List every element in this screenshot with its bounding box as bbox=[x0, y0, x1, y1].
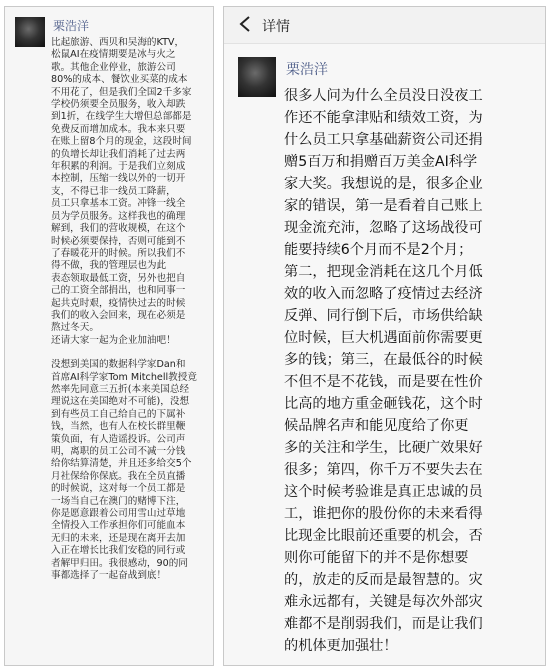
post-paragraph-2: 没想到美国的数据科学家Dan和 首席AI科学家Tom Mitchell教授竟 然率先同意三五折(本来美国总经 理说这在美国绝对不可能)，没想 到有些员工自己给自己的下属补 钱，当然，也有人在校长群里鞭 策负面，有人造谣投诉。公司声 明，离职的员工公司不减一分钱 给你结算清楚，并且还多给交5个 月社保给你保底。我在全员直播 的时候说，这对每一个员工都是 一场当自己在澳门的赌博下注， 你是愿意跟着公司用雪山过草地 全情投入工作承担你们可能血本 无归的未来，还是现在离开去加 入正在增长比我们安稳的同行或 者解甲归田。我很感动，90的同 事都选择了一起奋战到底！ bbox=[51, 359, 197, 582]
author-name[interactable]: 栗浩洋 bbox=[286, 62, 328, 78]
chevron-left-icon[interactable] bbox=[238, 15, 252, 33]
author-avatar[interactable] bbox=[238, 57, 276, 97]
top-bar bbox=[224, 7, 545, 44]
post-paragraph-1: 比起旅游、西贝和吴海的KTV， 松鼠AI在疫情期要是冰与火之 歌。其他企业停业，旅游公司 80%的成本、餐饮业买菜的成本 不用花了，但是我们全国2千多家 学校仍须要全员服务，收入却跌 到1折，在线学生大增但总部都是 免费反而增加成本。我本来只要 在账上留8个月的现金，这段时间 的负增长却让我们消耗了过去两 年积累的利润。于是我们立刻成 本控制，压缩一线以外的一切开 支，不得已非一线员工降薪， 员工只拿基本工资。冲锋一线全 员为学员服务。这样我也的确理 解到，我们的营收规模，在这个 时候必须要保持，否则可能到不 了春暖花开的时候。所以我们不 得不做，我的管理层也为此 表态领取最低工资，另外也把自 己的工资全部捐出，也和同事一 起共克时艰，疫情快过去的时候 我们的收入会回来，现在必须是 熬过冬天。 还请大家一起为企业加油吧！ bbox=[51, 37, 192, 346]
left-post-screenshot bbox=[4, 6, 214, 666]
post-body: 很多人问为什么全员没日没夜工 作还不能拿津贴和绩效工资，为 什么员工只拿基础薪资公司还捐 赠5百万和捐赠百万美金AI科学 家大奖。我想说的是，很多企业 家的错误，第一是看着自己账上 现金流充沛，忽略了这场战役可 能要持续6个月而不是2个月； 第二，把现金消耗在这几个月低 效的收入而忽略了疫情过去经济 反弹、同行倒下后，市场供给缺 位时候，巨大机遇面前你需要更 多的钱；第三，在最低谷的时候 不但不是不花钱，而是要在性价 比高的地方重金砸钱花，这个时 候品牌名声和能见度给了你更 多的关注和学生，比硬广效果好 很多；第四，你千万不要失去在 这个时候考验谁是真正忠诚的员 工，谁把你的股份你的未来看得 比现金比眼前还重要的机会，否 则你可能留下的并不是你想要 的，放走的反而是最智慧的。灾 难永远都有，关键是每次外部灾 难都不是削弱我们，而是让我们 的机体更加强壮！ bbox=[284, 88, 483, 654]
page-title: 详情 bbox=[262, 19, 290, 35]
author-avatar[interactable] bbox=[15, 17, 45, 47]
detail-screenshot bbox=[223, 6, 546, 666]
author-name[interactable]: 栗浩洋 bbox=[53, 19, 90, 33]
post-body bbox=[51, 37, 208, 594]
